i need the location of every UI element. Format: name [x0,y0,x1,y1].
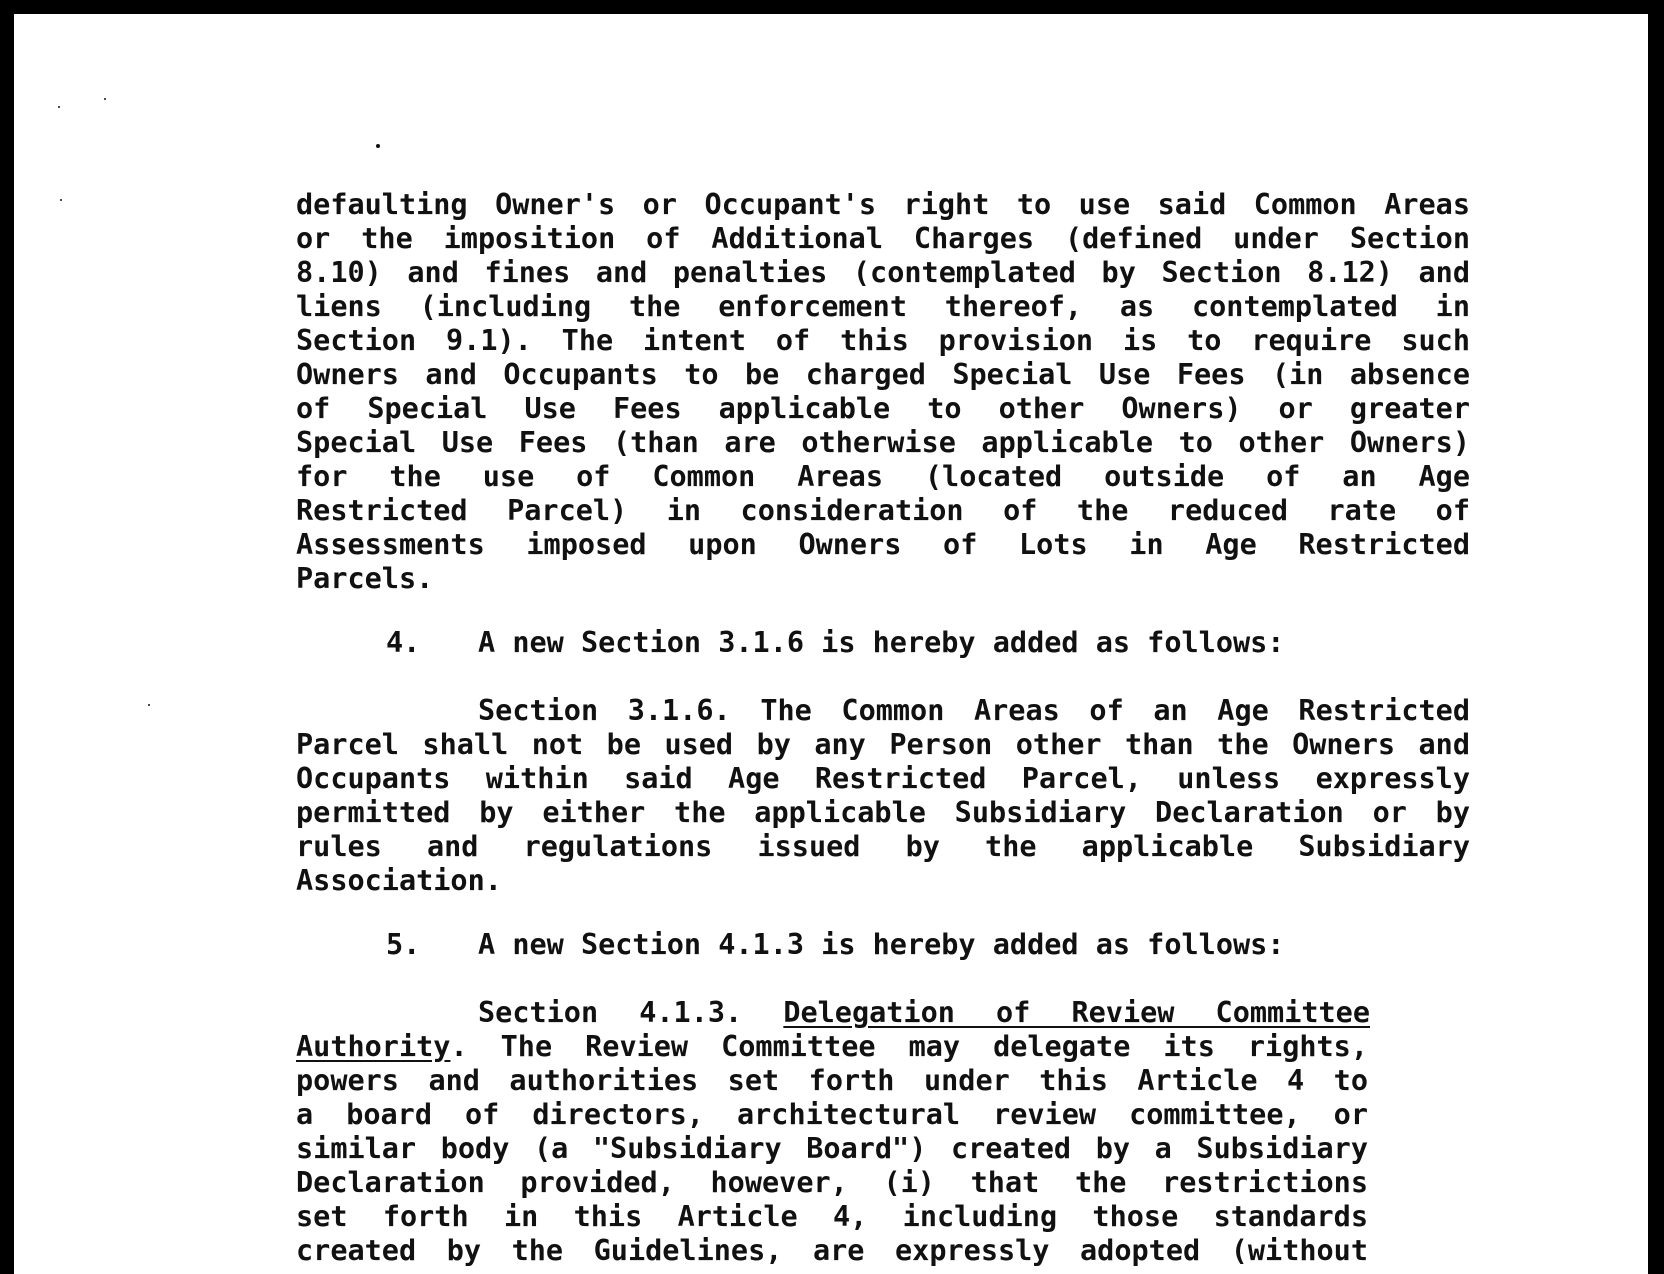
document-page [14,14,1648,1274]
section-heading [478,996,1370,1030]
scan-speck [60,199,62,201]
section-title: Authority [296,1030,451,1063]
body-line: Assessments imposed upon Owners of Lots in Age Restricted [296,528,1470,561]
scan-speck [376,144,380,148]
body-line: permitted by either the applicable Subsidiary Declaration or by [296,796,1470,829]
body-line: Special Use Fees (than are otherwise applicable to other Owners) [296,426,1470,459]
body-text: . The Review Committee may delegate its rights, [450,1030,1368,1063]
body-line [296,1030,1368,1064]
body-line: Parcels. [296,562,434,595]
body-line: set forth in this Article 4, including those standards [296,1200,1368,1233]
body-line: Declaration provided, however, (i) that the restrictions [296,1166,1368,1199]
section-number: Section 4.1.3. [478,996,743,1029]
body-line: Owners and Occupants to be charged Special Use Fees (in absence [296,358,1470,391]
body-line: defaulting Owner's or Occupant's right to use said Common Areas [296,188,1470,221]
body-line: liens (including the enforcement thereof, as contemplated in [296,290,1470,323]
body-line: Parcel shall not be used by any Person other than the Owners and [296,728,1470,761]
list-item-heading: 4. [386,626,421,659]
body-line: 8.10) and fines and penalties (contemplated by Section 8.12) and [296,256,1470,289]
body-line: Association. [296,864,502,897]
body-line: a board of directors, architectural review committee, or [296,1098,1368,1131]
body-line: Occupants within said Age Restricted Parcel, unless expressly [296,762,1470,795]
body-line: or the imposition of Additional Charges (defined under Section [296,222,1470,255]
body-line: created by the Guidelines, are expressly adopted (without [296,1234,1368,1267]
body-line: similar body (a "Subsidiary Board") created by a Subsidiary [296,1132,1368,1165]
list-item-heading: 5. [386,928,421,961]
body-line: rules and regulations issued by the applicable Subsidiary [296,830,1470,863]
body-line: of Special Use Fees applicable to other Owners) or greater [296,392,1470,425]
body-line: Restricted Parcel) in consideration of the reduced rate of [296,494,1470,527]
body-line: Section 3.1.6. The Common Areas of an Age Restricted [478,694,1470,727]
body-line: for the use of Common Areas (located outside of an Age [296,460,1470,493]
body-line: Section 9.1). The intent of this provision is to require such [296,324,1470,357]
scan-speck [104,98,106,100]
body-line: powers and authorities set forth under this Article 4 to [296,1064,1368,1097]
scan-speck [148,704,150,706]
section-title: Delegation of Review Committee [783,996,1370,1029]
scan-speck [58,106,60,108]
list-item-heading: A new Section 4.1.3 is hereby added as follows: [478,928,1285,961]
list-item-heading: A new Section 3.1.6 is hereby added as follows: [478,626,1285,659]
